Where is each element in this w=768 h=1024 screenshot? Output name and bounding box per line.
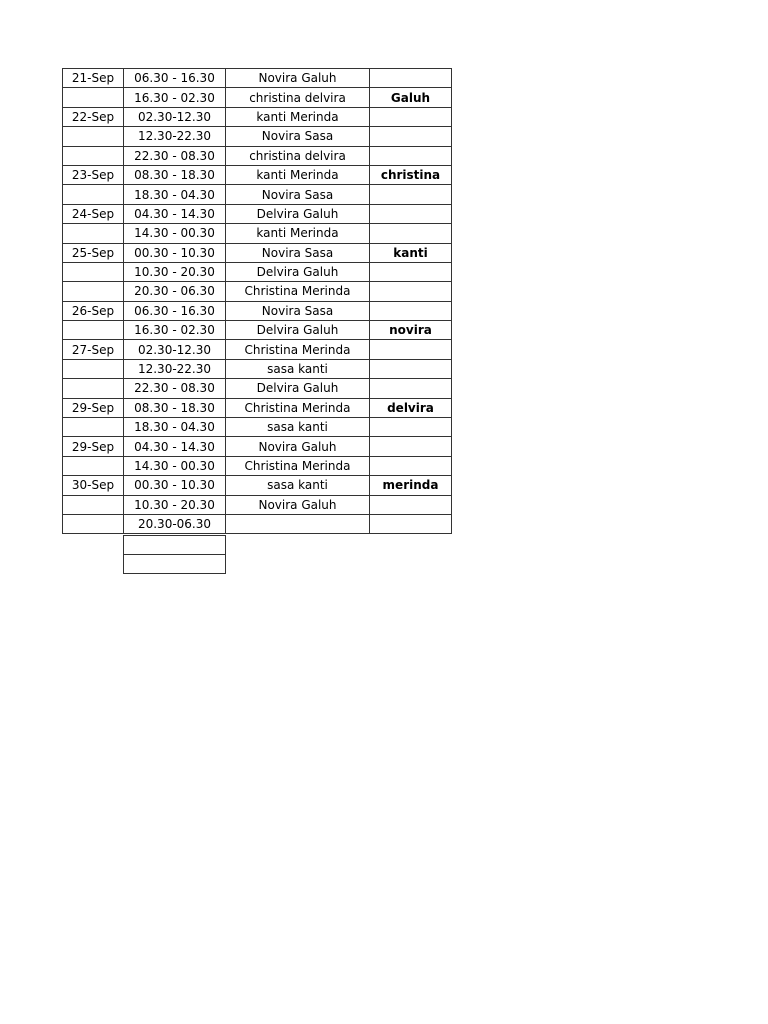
staff-names-cell: Christina Merinda	[226, 398, 370, 417]
shift-schedule-table	[62, 68, 452, 534]
table-row	[63, 69, 452, 88]
extra-name-cell	[370, 514, 452, 533]
staff-names-cell	[226, 514, 370, 533]
staff-names-cell: Novira Sasa	[226, 243, 370, 262]
date-cell: 22-Sep	[63, 107, 124, 126]
staff-names-cell: christina delvira	[226, 88, 370, 107]
table-row	[63, 165, 452, 184]
staff-names-cell: sasa kanti	[226, 359, 370, 378]
staff-names-cell: sasa kanti	[226, 418, 370, 437]
table-row	[63, 243, 452, 262]
date-cell: 21-Sep	[63, 69, 124, 88]
date-cell	[63, 495, 124, 514]
date-cell	[63, 88, 124, 107]
extra-name-cell: Galuh	[370, 88, 452, 107]
date-cell	[63, 185, 124, 204]
table-row	[63, 204, 452, 223]
date-cell	[63, 321, 124, 340]
table-row	[63, 321, 452, 340]
extra-name-cell: christina	[370, 165, 452, 184]
date-cell: 24-Sep	[63, 204, 124, 223]
time-cell: 22.30 - 08.30	[124, 379, 226, 398]
time-cell: 18.30 - 04.30	[124, 185, 226, 204]
table-row	[63, 340, 452, 359]
staff-names-cell: kanti Merinda	[226, 165, 370, 184]
empty-cell	[124, 536, 226, 555]
extra-name-cell	[370, 262, 452, 281]
time-cell: 16.30 - 02.30	[124, 321, 226, 340]
time-cell: 20.30-06.30	[124, 514, 226, 533]
date-cell	[63, 514, 124, 533]
staff-names-cell: Delvira Galuh	[226, 379, 370, 398]
time-cell: 00.30 - 10.30	[124, 243, 226, 262]
date-cell: 25-Sep	[63, 243, 124, 262]
staff-names-cell: Delvira Galuh	[226, 321, 370, 340]
extra-name-cell	[370, 69, 452, 88]
staff-names-cell: Novira Sasa	[226, 185, 370, 204]
date-cell: 29-Sep	[63, 398, 124, 417]
extra-name-cell	[370, 418, 452, 437]
extra-name-cell: delvira	[370, 398, 452, 417]
extra-name-cell: merinda	[370, 476, 452, 495]
date-cell: 23-Sep	[63, 165, 124, 184]
staff-names-cell: kanti Merinda	[226, 224, 370, 243]
date-cell	[63, 456, 124, 475]
staff-names-cell: Christina Merinda	[226, 282, 370, 301]
staff-names-cell: Novira Sasa	[226, 127, 370, 146]
extra-name-cell	[370, 359, 452, 378]
extra-name-cell	[370, 495, 452, 514]
extra-name-cell	[370, 146, 452, 165]
time-cell: 02.30-12.30	[124, 107, 226, 126]
time-cell: 02.30-12.30	[124, 340, 226, 359]
time-cell: 14.30 - 00.30	[124, 224, 226, 243]
time-cell: 00.30 - 10.30	[124, 476, 226, 495]
table-row	[63, 359, 452, 378]
extra-name-cell	[370, 379, 452, 398]
empty-time-cells	[123, 535, 226, 574]
empty-cell	[124, 555, 226, 574]
table-row	[63, 456, 452, 475]
staff-names-cell: Christina Merinda	[226, 456, 370, 475]
time-cell: 18.30 - 04.30	[124, 418, 226, 437]
time-cell: 04.30 - 14.30	[124, 437, 226, 456]
time-cell: 08.30 - 18.30	[124, 165, 226, 184]
extra-name-cell: novira	[370, 321, 452, 340]
table-row	[63, 185, 452, 204]
table-row	[63, 379, 452, 398]
table-row	[63, 514, 452, 533]
staff-names-cell: kanti Merinda	[226, 107, 370, 126]
time-cell: 22.30 - 08.30	[124, 146, 226, 165]
time-cell: 06.30 - 16.30	[124, 69, 226, 88]
staff-names-cell: Christina Merinda	[226, 340, 370, 359]
table-row	[63, 301, 452, 320]
time-cell: 12.30-22.30	[124, 127, 226, 146]
time-cell: 06.30 - 16.30	[124, 301, 226, 320]
date-cell	[63, 224, 124, 243]
extra-name-cell	[370, 340, 452, 359]
table-row	[63, 437, 452, 456]
time-cell: 16.30 - 02.30	[124, 88, 226, 107]
table-row	[63, 495, 452, 514]
empty-row	[124, 555, 226, 574]
table-row	[63, 398, 452, 417]
table-row	[63, 282, 452, 301]
extra-name-cell	[370, 204, 452, 223]
empty-row	[124, 536, 226, 555]
extra-name-cell	[370, 185, 452, 204]
staff-names-cell: Delvira Galuh	[226, 262, 370, 281]
time-cell: 14.30 - 00.30	[124, 456, 226, 475]
table-row	[63, 262, 452, 281]
date-cell: 29-Sep	[63, 437, 124, 456]
date-cell	[63, 379, 124, 398]
schedule-body	[63, 69, 452, 534]
extra-name-cell	[370, 127, 452, 146]
staff-names-cell: Novira Sasa	[226, 301, 370, 320]
extra-name-cell: kanti	[370, 243, 452, 262]
table-row	[63, 88, 452, 107]
extra-name-cell	[370, 282, 452, 301]
extra-name-cell	[370, 301, 452, 320]
date-cell: 30-Sep	[63, 476, 124, 495]
time-cell: 12.30-22.30	[124, 359, 226, 378]
table-row	[63, 224, 452, 243]
extra-name-cell	[370, 437, 452, 456]
time-cell: 08.30 - 18.30	[124, 398, 226, 417]
extra-name-cell	[370, 107, 452, 126]
date-cell	[63, 418, 124, 437]
staff-names-cell: Delvira Galuh	[226, 204, 370, 223]
date-cell	[63, 262, 124, 281]
time-cell: 10.30 - 20.30	[124, 495, 226, 514]
table-row	[63, 127, 452, 146]
table-row	[63, 107, 452, 126]
table-row	[63, 418, 452, 437]
extra-name-cell	[370, 456, 452, 475]
date-cell: 27-Sep	[63, 340, 124, 359]
table-row	[63, 146, 452, 165]
staff-names-cell: Novira Galuh	[226, 69, 370, 88]
table-row	[63, 476, 452, 495]
time-cell: 20.30 - 06.30	[124, 282, 226, 301]
date-cell	[63, 359, 124, 378]
staff-names-cell: Novira Galuh	[226, 495, 370, 514]
staff-names-cell: sasa kanti	[226, 476, 370, 495]
staff-names-cell: Novira Galuh	[226, 437, 370, 456]
date-cell: 26-Sep	[63, 301, 124, 320]
staff-names-cell: christina delvira	[226, 146, 370, 165]
time-cell: 10.30 - 20.30	[124, 262, 226, 281]
time-cell: 04.30 - 14.30	[124, 204, 226, 223]
extra-name-cell	[370, 224, 452, 243]
date-cell	[63, 146, 124, 165]
date-cell	[63, 282, 124, 301]
date-cell	[63, 127, 124, 146]
